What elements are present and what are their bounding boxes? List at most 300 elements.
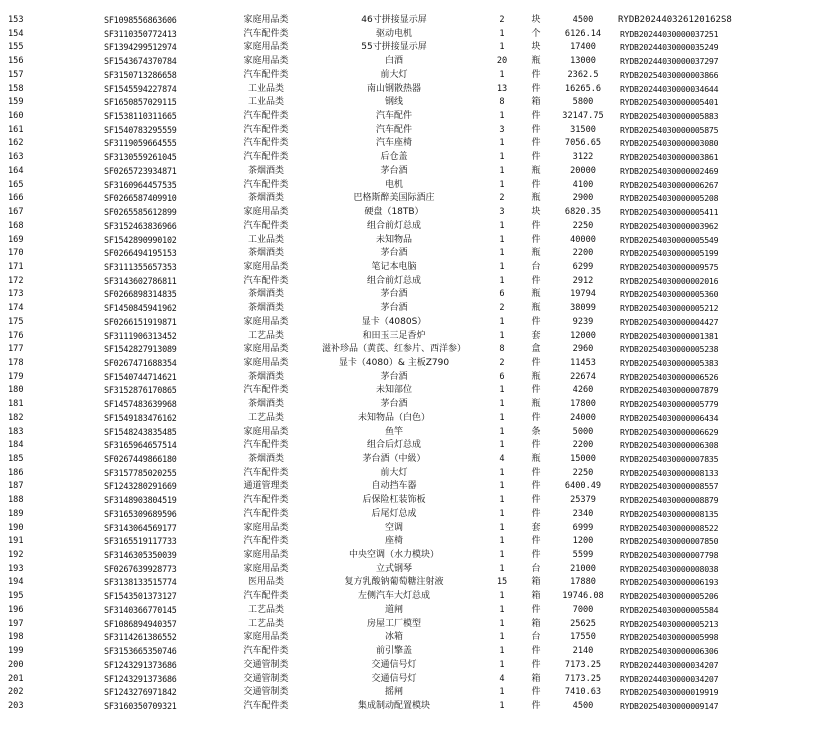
unit-cell: 件	[531, 495, 541, 506]
quantity-cell: 1	[499, 330, 505, 341]
table-row[interactable]	[0, 343, 829, 357]
row-number-cell: 178	[8, 357, 24, 368]
item-name-cell: 自动挡车器	[371, 481, 417, 492]
price-cell: 7056.65	[564, 138, 602, 149]
price-cell: 7173.25	[564, 673, 602, 684]
record-id-cell: RYDB20254030000008135	[620, 508, 719, 519]
sku-cell: SF3143064569177	[104, 522, 177, 533]
sku-cell: SF1540744714621	[104, 371, 177, 382]
unit-cell: 件	[531, 220, 541, 231]
record-id-cell: RYDB20254030000005875	[620, 124, 719, 135]
item-name-cell: 硬盘（18TB）	[364, 207, 424, 218]
unit-cell: 件	[531, 83, 541, 94]
table-row[interactable]	[0, 275, 829, 289]
unit-cell: 套	[531, 330, 541, 341]
row-number-cell: 182	[8, 412, 24, 423]
sku-cell: SF1243291373686	[104, 659, 177, 670]
category-cell: 工业品类	[247, 97, 284, 108]
sku-cell: SF3165964657514	[104, 440, 177, 451]
quantity-cell: 1	[499, 28, 505, 39]
quantity-cell: 1	[499, 165, 505, 176]
unit-cell: 件	[531, 385, 541, 396]
unit-cell: 套	[531, 522, 541, 533]
item-name-cell: 和田玉三足香炉	[362, 330, 426, 341]
row-number-cell: 167	[8, 207, 24, 218]
category-cell: 汽车配件类	[243, 111, 289, 122]
row-number-cell: 190	[8, 522, 24, 533]
quantity-cell: 1	[499, 261, 505, 272]
table-row[interactable]	[0, 686, 829, 700]
table-row[interactable]	[0, 494, 829, 508]
sku-cell: SF3148903804519	[104, 495, 177, 506]
row-number-cell: 154	[8, 28, 24, 39]
unit-cell: 瓶	[531, 454, 541, 464]
unit-cell: 件	[531, 687, 541, 698]
row-number-cell: 186	[8, 467, 24, 478]
record-id-cell: RYDB20254030000005883	[620, 111, 719, 122]
row-number-cell: 170	[8, 248, 24, 259]
category-cell: 家庭用品类	[243, 56, 289, 67]
sku-cell: SF1548243835485	[104, 426, 177, 437]
category-cell: 汽车配件类	[243, 700, 289, 711]
sku-cell: SF1542890990102	[104, 234, 177, 245]
record-id-cell: RYDB20254030000001381	[620, 330, 719, 341]
table-row[interactable]	[0, 96, 829, 110]
item-name-cell: 巴格斯醉美国际酒庄	[353, 193, 435, 204]
price-cell: 13000	[570, 56, 596, 67]
record-id-cell: RYDB20244030000034644	[620, 83, 719, 94]
row-number-cell: 192	[8, 550, 24, 561]
sku-cell: SF0265723934871	[104, 165, 177, 176]
unit-cell: 件	[531, 550, 541, 561]
sku-cell: SF3119059664555	[104, 138, 177, 149]
record-id-cell: RYDB20254030000005238	[620, 344, 719, 355]
sku-cell: SF3143602786811	[104, 275, 177, 286]
unit-cell: 箱	[531, 673, 541, 684]
record-id-cell: RYDB20254030000003080	[620, 138, 719, 149]
sku-cell: SF1243291373686	[104, 673, 177, 684]
price-cell: 2362.5	[567, 69, 599, 80]
quantity-cell: 1	[499, 399, 505, 410]
record-id-cell: RYDB20254030000007835	[620, 454, 719, 464]
item-name-cell: 电机	[384, 179, 403, 190]
unit-cell: 块	[531, 207, 541, 218]
table-row[interactable]	[0, 645, 829, 659]
quantity-cell: 2	[499, 193, 505, 204]
row-number-cell: 185	[8, 454, 24, 464]
table-row[interactable]	[0, 549, 829, 563]
category-cell: 交通管制类	[243, 659, 289, 670]
price-cell: 4100	[572, 179, 594, 190]
unit-cell: 件	[531, 536, 541, 547]
quantity-cell: 2	[499, 15, 505, 25]
table-row[interactable]	[0, 83, 829, 97]
quantity-cell: 1	[499, 467, 505, 478]
unit-cell: 瓶	[531, 56, 541, 67]
category-cell: 家庭用品类	[243, 632, 289, 643]
table-row[interactable]	[0, 206, 829, 220]
record-id-cell: RYDB20254030000006526	[620, 371, 719, 382]
row-number-cell: 175	[8, 316, 24, 327]
quantity-cell: 1	[499, 522, 505, 533]
table-row[interactable]	[0, 398, 829, 412]
sku-cell: SF1538110311665	[104, 111, 177, 122]
unit-cell: 件	[531, 412, 541, 423]
record-id-cell: RYDB20254030000006434	[620, 412, 719, 423]
table-row[interactable]	[0, 590, 829, 604]
category-cell: 工业品类	[247, 234, 284, 245]
unit-cell: 瓶	[531, 165, 541, 176]
sku-cell: SF3152463836966	[104, 220, 177, 231]
table-row[interactable]	[0, 631, 829, 645]
price-cell: 17400	[570, 42, 596, 53]
table-row[interactable]	[0, 261, 829, 275]
price-cell: 2960	[572, 344, 594, 355]
table-row[interactable]	[0, 659, 829, 673]
price-cell: 6999	[572, 522, 594, 533]
sku-cell: SF3146305350039	[104, 550, 177, 561]
quantity-cell: 1	[499, 440, 505, 451]
item-name-cell: 摇闸	[384, 687, 403, 698]
category-cell: 汽车配件类	[243, 69, 289, 80]
table-row[interactable]	[0, 220, 829, 234]
row-number-cell: 196	[8, 604, 24, 615]
item-name-cell: 交通信号灯	[371, 659, 417, 670]
item-name-cell: 交通信号灯	[371, 673, 417, 684]
category-cell: 家庭用品类	[243, 550, 289, 561]
table-row[interactable]	[0, 412, 829, 426]
unit-cell: 个	[531, 28, 541, 39]
sku-cell: SF0266898314835	[104, 289, 177, 300]
unit-cell: 瓶	[531, 248, 541, 259]
table-row[interactable]	[0, 480, 829, 494]
quantity-cell: 1	[499, 138, 505, 149]
row-number-cell: 198	[8, 632, 24, 643]
table-row[interactable]	[0, 179, 829, 193]
table-row[interactable]	[0, 357, 829, 371]
sku-cell: SF1243280291669	[104, 481, 177, 492]
category-cell: 汽车配件类	[243, 508, 289, 519]
item-name-cell: 汽车配件	[375, 124, 412, 135]
item-name-cell: 南山钢散热器	[366, 83, 421, 94]
category-cell: 茶烟酒类	[247, 371, 284, 382]
table-row[interactable]	[0, 700, 829, 714]
price-cell: 2250	[572, 467, 594, 478]
record-id-cell: RYDB20254030000007798	[620, 550, 719, 561]
record-id-cell: RYDB20254030000005199	[620, 248, 719, 259]
table-row[interactable]	[0, 234, 829, 248]
table-row[interactable]	[0, 288, 829, 302]
table-row[interactable]	[0, 563, 829, 577]
unit-cell: 件	[531, 275, 541, 286]
price-cell: 32147.75	[562, 111, 604, 122]
record-id-cell: RYDB20254030000003866	[620, 69, 719, 80]
quantity-cell: 1	[499, 659, 505, 670]
table-row[interactable]	[0, 28, 829, 42]
row-number-cell: 194	[8, 577, 24, 588]
row-number-cell: 153	[8, 15, 24, 25]
unit-cell: 瓶	[531, 193, 541, 204]
sku-cell: SF1549183476162	[104, 412, 177, 423]
table-row[interactable]	[0, 316, 829, 330]
sku-cell: SF1650857029115	[104, 97, 177, 108]
table-row[interactable]	[0, 55, 829, 69]
price-cell: 1200	[572, 536, 594, 547]
row-number-cell: 158	[8, 83, 24, 94]
row-number-cell: 168	[8, 220, 24, 231]
record-id-cell: RYDB20254030000005549	[620, 234, 719, 245]
unit-cell: 瓶	[531, 371, 541, 382]
category-cell: 工业品类	[247, 83, 284, 94]
sku-cell: SF1450845941962	[104, 303, 177, 314]
table-row[interactable]	[0, 124, 829, 138]
category-cell: 家庭用品类	[243, 426, 289, 437]
sku-cell: SF1098556863606	[104, 15, 177, 25]
price-cell: 4500	[572, 700, 594, 711]
table-row[interactable]	[0, 439, 829, 453]
price-cell: 9239	[572, 316, 594, 327]
quantity-cell: 13	[496, 83, 508, 94]
quantity-cell: 20	[496, 56, 508, 67]
category-cell: 汽车配件类	[243, 467, 289, 478]
table-row[interactable]	[0, 384, 829, 398]
unit-cell: 件	[531, 152, 541, 163]
price-cell: 6820.35	[564, 207, 602, 218]
item-name-cell: 汽车座椅	[375, 138, 412, 149]
quantity-cell: 8	[499, 344, 505, 355]
sku-cell: SF0266494195153	[104, 248, 177, 259]
quantity-cell: 3	[499, 124, 505, 135]
price-cell: 16265.6	[564, 83, 602, 94]
table-row[interactable]	[0, 137, 829, 151]
item-name-cell: 冰箱	[384, 632, 403, 643]
row-number-cell: 156	[8, 56, 24, 67]
unit-cell: 件	[531, 357, 541, 368]
table-row[interactable]	[0, 673, 829, 687]
row-number-cell: 176	[8, 330, 24, 341]
sku-cell: SF1542827913089	[104, 344, 177, 355]
price-cell: 19746.08	[562, 591, 604, 602]
unit-cell: 瓶	[531, 399, 541, 410]
quantity-cell: 1	[499, 426, 505, 437]
row-number-cell: 188	[8, 495, 24, 506]
row-number-cell: 161	[8, 124, 24, 135]
unit-cell: 台	[531, 632, 541, 643]
sku-cell: SF3111906313452	[104, 330, 177, 341]
table-row[interactable]	[0, 604, 829, 618]
price-cell: 21000	[570, 563, 596, 574]
item-name-cell: 鱼竿	[384, 426, 403, 437]
record-id-cell: RYDB20254030000004427	[620, 316, 719, 327]
record-id-cell: RYDB20254030000009147	[620, 700, 719, 711]
table-row[interactable]	[0, 618, 829, 632]
item-name-cell: 前大灯	[380, 69, 408, 80]
table-row[interactable]	[0, 165, 829, 179]
category-cell: 汽车配件类	[243, 385, 289, 396]
category-cell: 茶烟酒类	[247, 248, 284, 259]
price-cell: 2912	[572, 275, 594, 286]
quantity-cell: 1	[499, 632, 505, 643]
record-id-cell: RYDB20254030000006308	[620, 440, 719, 451]
item-name-cell: 前大灯	[380, 467, 408, 478]
category-cell: 家庭用品类	[243, 522, 289, 533]
category-cell: 汽车配件类	[243, 591, 289, 602]
table-row[interactable]	[0, 41, 829, 55]
sku-cell: SF3160964457535	[104, 179, 177, 190]
table-row[interactable]	[0, 14, 829, 28]
row-number-cell: 197	[8, 618, 24, 629]
row-number-cell: 166	[8, 193, 24, 204]
record-id-cell: RYDB20254030000006267	[620, 179, 719, 190]
quantity-cell: 1	[499, 412, 505, 423]
record-id-cell: RYDB20254030000005212	[620, 303, 719, 314]
category-cell: 汽车配件类	[243, 440, 289, 451]
item-name-cell: 后保险杠装饰板	[362, 495, 426, 506]
table-row[interactable]	[0, 453, 829, 467]
item-name-cell: 显卡（4080）& 主板Z790	[338, 357, 450, 368]
record-id-cell: RYDB20244030000034207	[620, 673, 719, 684]
unit-cell: 台	[531, 563, 541, 574]
item-name-cell: 前引擎盖	[375, 646, 412, 657]
table-row[interactable]	[0, 151, 829, 165]
record-id-cell: RYDB20254030000005998	[620, 632, 719, 643]
table-row[interactable]	[0, 247, 829, 261]
price-cell: 38099	[570, 303, 596, 314]
record-id-cell: RYDB20254030000005584	[620, 604, 719, 615]
price-cell: 6400.49	[564, 481, 602, 492]
record-id-cell: RYDB20254030000005360	[620, 289, 719, 300]
item-name-cell: 复方乳酸钠葡萄糖注射液	[344, 577, 444, 588]
unit-cell: 箱	[531, 97, 541, 108]
category-cell: 汽车配件类	[243, 138, 289, 149]
category-cell: 交通管制类	[243, 673, 289, 684]
price-cell: 2900	[572, 193, 594, 204]
category-cell: 汽车配件类	[243, 152, 289, 163]
sku-cell: SF1086894940357	[104, 618, 177, 629]
unit-cell: 件	[531, 508, 541, 519]
table-row[interactable]	[0, 426, 829, 440]
record-id-cell: RYDB20244030000037297	[620, 56, 719, 67]
sku-cell: SF0267449866180	[104, 454, 177, 464]
row-number-cell: 157	[8, 69, 24, 80]
quantity-cell: 1	[499, 111, 505, 122]
table-row[interactable]	[0, 69, 829, 83]
price-cell: 7173.25	[564, 659, 602, 670]
unit-cell: 件	[531, 234, 541, 245]
sku-cell: SF0266587409910	[104, 193, 177, 204]
quantity-cell: 1	[499, 481, 505, 492]
unit-cell: 件	[531, 646, 541, 657]
record-id-cell: RYDB20254030000019919	[620, 687, 719, 698]
table-row[interactable]	[0, 371, 829, 385]
price-cell: 2250	[572, 220, 594, 231]
record-id-cell: RYDB20254030000007879	[620, 385, 719, 396]
record-id-cell: RYDB20254030000008879	[620, 495, 719, 506]
category-cell: 汽车配件类	[243, 28, 289, 39]
unit-cell: 箱	[531, 577, 541, 588]
category-cell: 家庭用品类	[243, 42, 289, 53]
row-number-cell: 155	[8, 42, 24, 53]
row-number-cell: 159	[8, 97, 24, 108]
price-cell: 22674	[570, 371, 596, 382]
item-name-cell: 显卡（4080S）	[361, 316, 427, 327]
record-id-cell: RYDB20244030000037251	[620, 28, 719, 39]
quantity-cell: 1	[499, 591, 505, 602]
unit-cell: 件	[531, 481, 541, 492]
category-cell: 家庭用品类	[243, 15, 289, 25]
price-cell: 3122	[572, 152, 594, 163]
item-name-cell: 组合前灯总成	[366, 275, 421, 286]
row-number-cell: 202	[8, 687, 24, 698]
record-id-cell: RYDB20254030000007850	[620, 536, 719, 547]
price-cell: 2200	[572, 440, 594, 451]
sku-cell: SF3165519117733	[104, 536, 177, 547]
table-row[interactable]	[0, 330, 829, 344]
quantity-cell: 1	[499, 536, 505, 547]
price-cell: 5000	[572, 426, 594, 437]
quantity-cell: 1	[499, 248, 505, 259]
table-row[interactable]	[0, 192, 829, 206]
unit-cell: 瓶	[531, 303, 541, 314]
price-cell: 25625	[570, 618, 596, 629]
sku-cell: SF0266151919871	[104, 316, 177, 327]
item-name-cell: 空调	[384, 522, 403, 533]
table-row[interactable]	[0, 302, 829, 316]
item-name-cell: 集成制动配置模块	[357, 700, 430, 711]
item-name-cell: 茅台酒	[380, 165, 408, 176]
price-cell: 5599	[572, 550, 594, 561]
table-row[interactable]	[0, 522, 829, 536]
item-name-cell: 茅台酒	[380, 303, 408, 314]
unit-cell: 瓶	[531, 289, 541, 300]
row-number-cell: 184	[8, 440, 24, 451]
table-row[interactable]	[0, 576, 829, 590]
item-name-cell: 驱动电机	[375, 28, 412, 39]
sku-cell: SF3130559261045	[104, 152, 177, 163]
sku-cell: SF3110350772413	[104, 28, 177, 39]
unit-cell: 件	[531, 659, 541, 670]
unit-cell: 件	[531, 440, 541, 451]
row-number-cell: 173	[8, 289, 24, 300]
price-cell: 6126.14	[564, 28, 602, 39]
table-row[interactable]	[0, 508, 829, 522]
category-cell: 工艺品类	[247, 618, 284, 629]
table-row[interactable]	[0, 535, 829, 549]
item-name-cell: 未知物品（白色）	[357, 412, 430, 423]
row-number-cell: 174	[8, 303, 24, 314]
item-name-cell: 房屋工厂模型	[366, 618, 421, 629]
row-number-cell: 199	[8, 646, 24, 657]
item-name-cell: 茅台酒	[380, 248, 408, 259]
record-id-cell: RYDB20244030000035249	[620, 42, 719, 53]
sku-cell: SF3114261386552	[104, 632, 177, 643]
table-row[interactable]	[0, 110, 829, 124]
sku-cell: SF3157785020255	[104, 467, 177, 478]
sku-cell: SF3150713286658	[104, 69, 177, 80]
category-cell: 茶烟酒类	[247, 303, 284, 314]
row-number-cell: 187	[8, 481, 24, 492]
quantity-cell: 1	[499, 604, 505, 615]
quantity-cell: 1	[499, 618, 505, 629]
category-cell: 汽车配件类	[243, 536, 289, 547]
row-number-cell: 200	[8, 659, 24, 670]
row-number-cell: 195	[8, 591, 24, 602]
record-id-cell: RYDB20254030000002469	[620, 165, 719, 176]
quantity-cell: 1	[499, 563, 505, 574]
sku-cell: SF3152876170865	[104, 385, 177, 396]
table-row[interactable]	[0, 467, 829, 481]
row-number-cell: 189	[8, 508, 24, 519]
